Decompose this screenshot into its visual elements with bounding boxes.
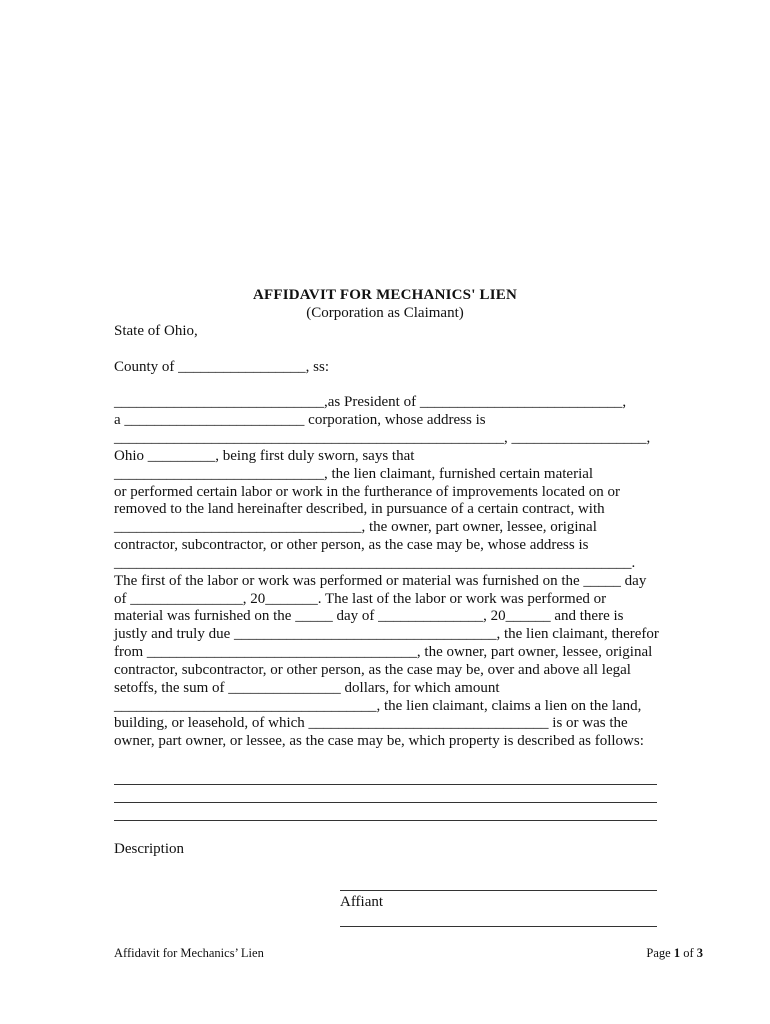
affiant-signature-line[interactable] bbox=[340, 890, 657, 891]
body-line: The first of the labor or work was performed or material was furnished on the _____ day bbox=[114, 573, 647, 589]
body-line: setoffs, the sum of _______________ dollars, for which amount bbox=[114, 680, 500, 696]
property-description-line[interactable] bbox=[114, 802, 657, 803]
body-line: ___________________________________, the lien claimant, claims a lien on the land, bbox=[114, 698, 642, 714]
body-line: _____________________________________________________________________. bbox=[114, 555, 636, 571]
body-line: _________________________________, the owner, part owner, lessee, original bbox=[114, 519, 597, 535]
page-of: of bbox=[683, 946, 694, 960]
footer-document-name: Affidavit for Mechanics’ Lien bbox=[114, 946, 264, 960]
body-line: a ________________________ corporation, whose address is bbox=[114, 412, 486, 428]
body-line: justly and truly due ___________________________________, the lien claimant, therefor bbox=[114, 626, 659, 642]
footer-page-number bbox=[600, 946, 703, 961]
body-line: from ____________________________________, the owner, part owner, lessee, original bbox=[114, 644, 653, 660]
page-total: 3 bbox=[696, 946, 703, 960]
body-line: building, or leasehold, of which ________________________________ is or was the bbox=[114, 715, 628, 731]
body-line: ____________________________________________________, __________________, bbox=[114, 430, 651, 446]
body-line: material was furnished on the _____ day of ______________, 20______ and there is bbox=[114, 608, 624, 624]
state-line: State of Ohio, bbox=[114, 323, 198, 339]
property-description-line[interactable] bbox=[114, 784, 657, 785]
page-word: Page bbox=[646, 946, 671, 960]
body-line: of _______________, 20_______. The last of the labor or work was performed or bbox=[114, 591, 607, 607]
body-line: removed to the land hereinafter described, in pursuance of a certain contract, with bbox=[114, 501, 605, 517]
body-line: or performed certain labor or work in the furtherance of improvements located on or bbox=[114, 484, 621, 500]
county-line: County of _________________, ss: bbox=[114, 359, 330, 375]
document-subtitle: (Corporation as Claimant) bbox=[306, 305, 464, 321]
affiant-label: Affiant bbox=[340, 894, 384, 910]
page-current: 1 bbox=[673, 946, 681, 960]
property-description-line[interactable] bbox=[114, 820, 657, 821]
body-line: ____________________________, the lien claimant, furnished certain material bbox=[114, 466, 594, 482]
description-label: Description bbox=[114, 841, 184, 857]
body-line: contractor, subcontractor, or other person, as the case may be, over and above all legal bbox=[114, 662, 631, 678]
body-line: owner, part owner, or lessee, as the case may be, which property is described as follows: bbox=[114, 733, 644, 749]
document-title: AFFIDAVIT FOR MECHANICS' LIEN bbox=[252, 287, 518, 303]
body-line: contractor, subcontractor, or other person, as the case may be, whose address is bbox=[114, 537, 589, 553]
body-line: Ohio _________, being first duly sworn, says that bbox=[114, 448, 415, 464]
affiant-second-line[interactable] bbox=[340, 926, 657, 927]
body-line: ____________________________,as President of ___________________________, bbox=[114, 394, 627, 410]
